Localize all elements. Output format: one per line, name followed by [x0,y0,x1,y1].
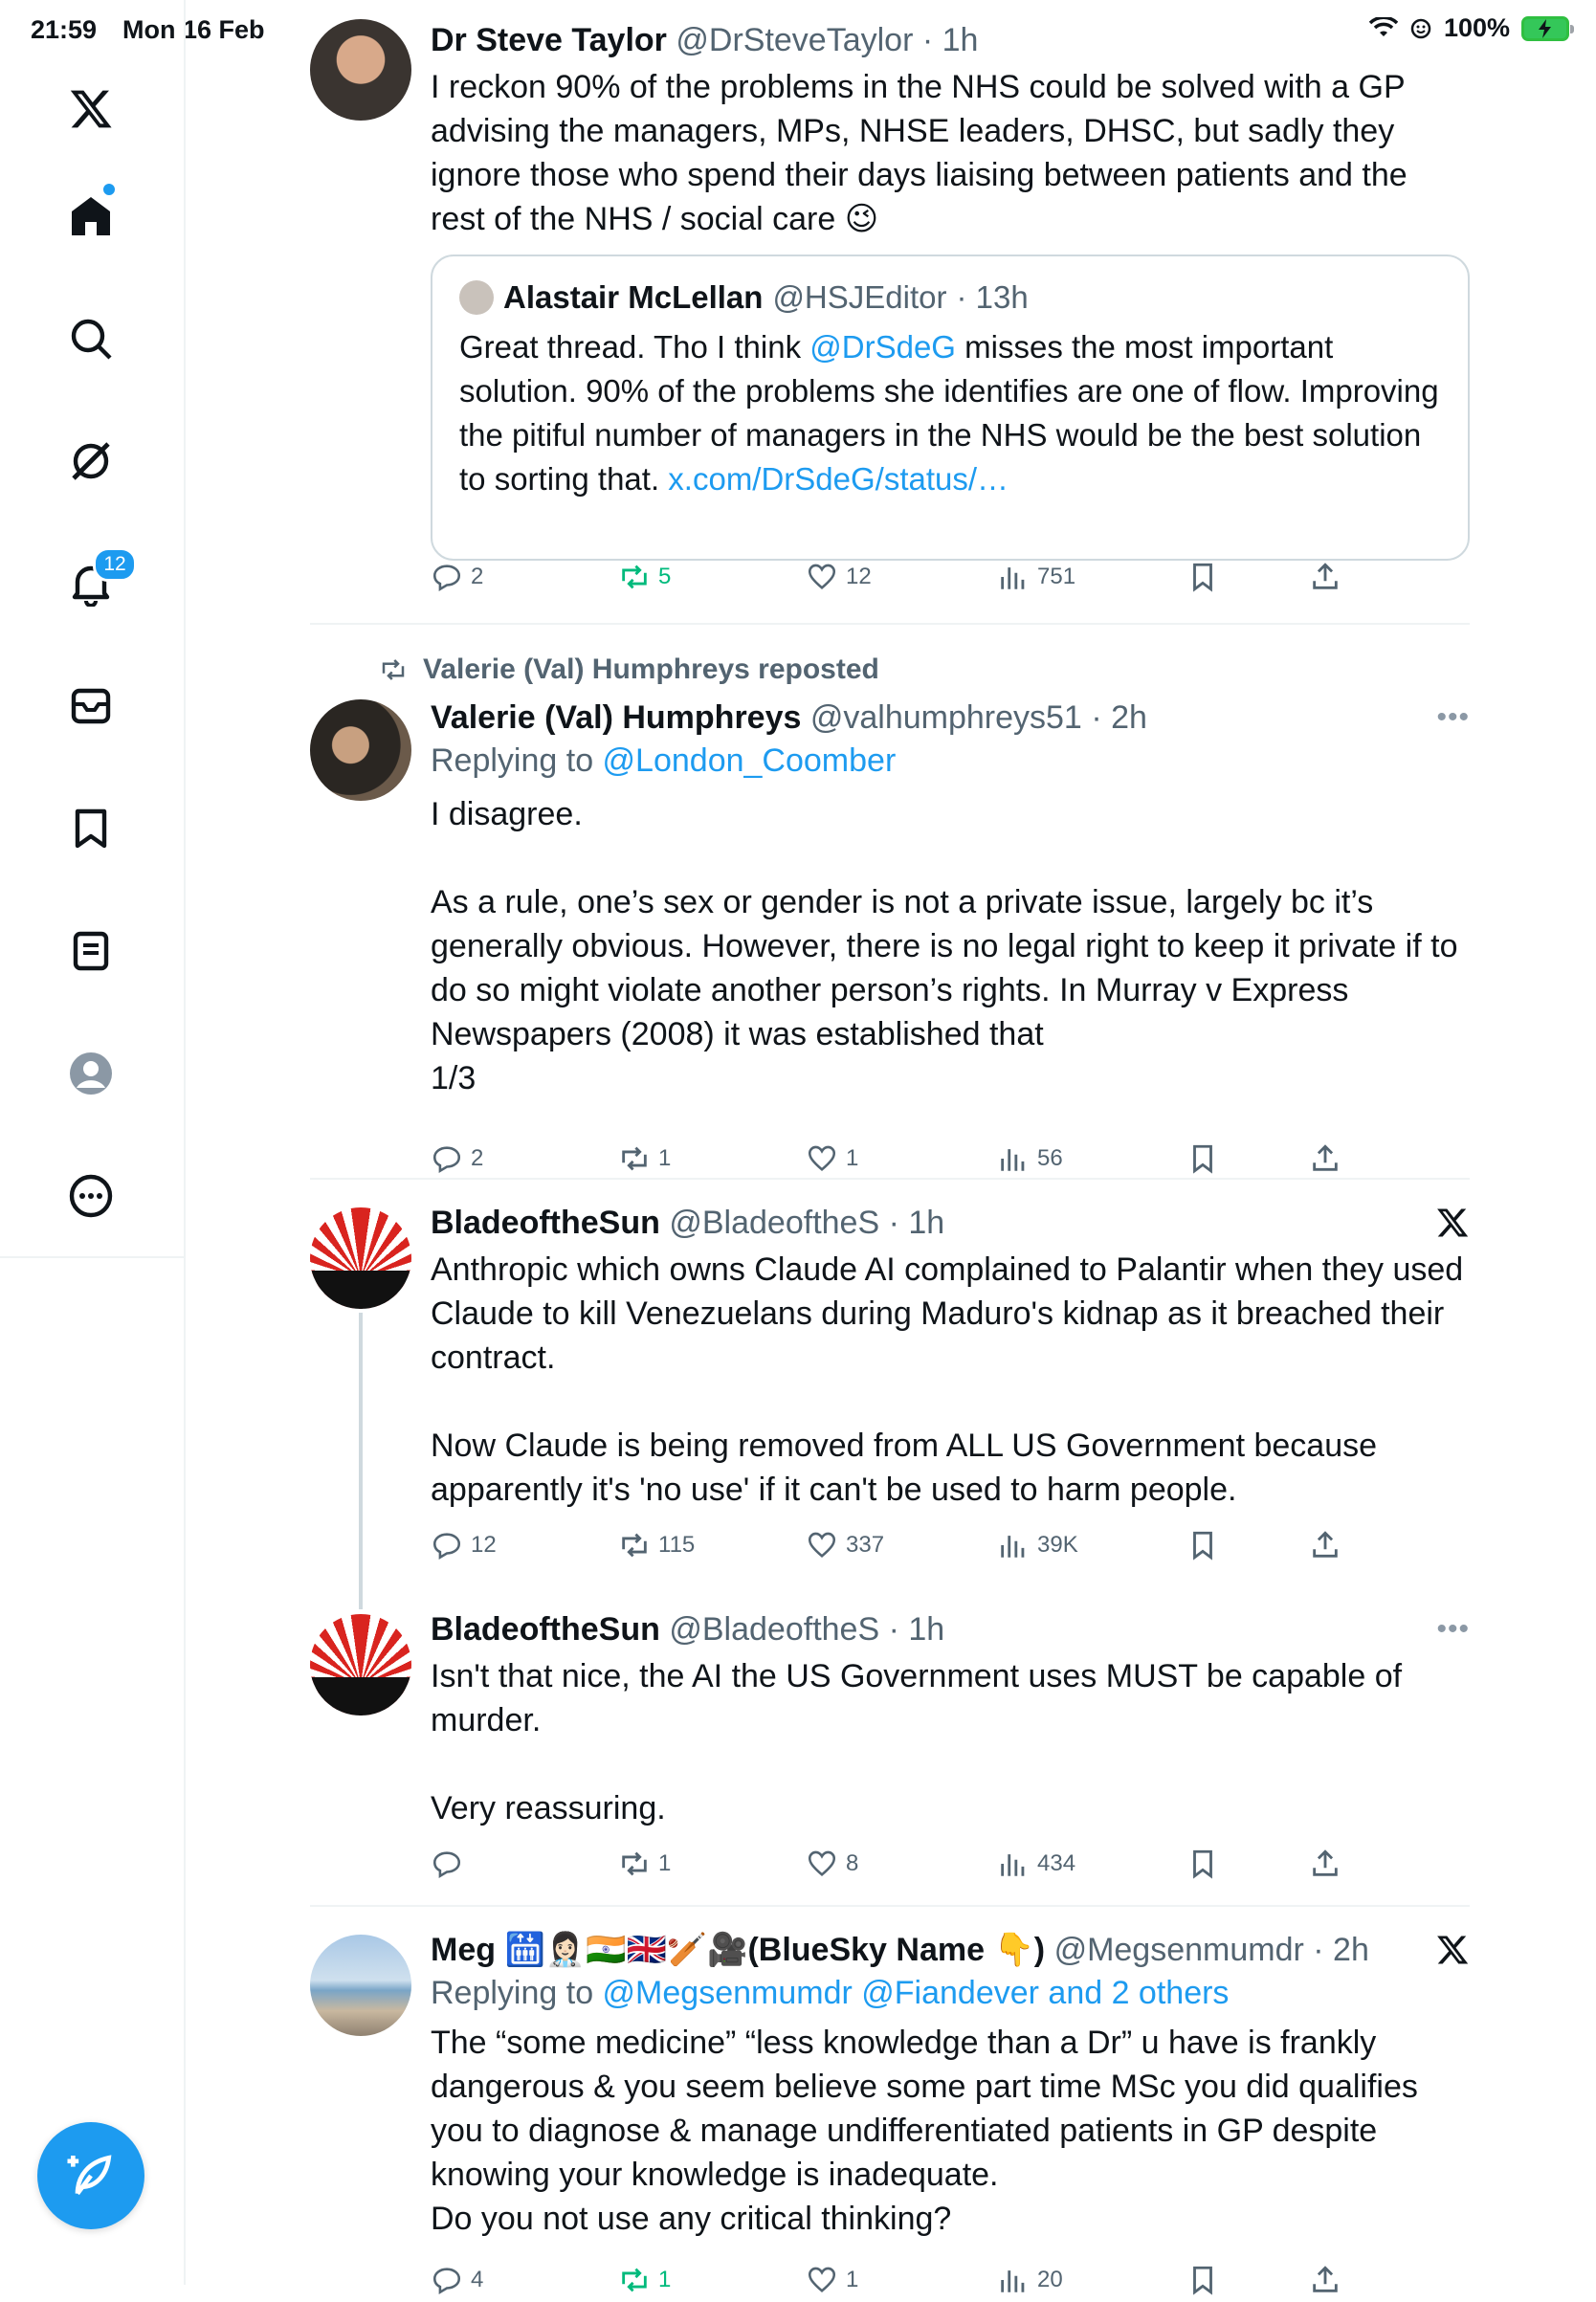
quoted-text-part: misses the most important solution. 90% of the problems she identifies are one of flow. Improving the pitiful number of managers in the NHS would be the best solution to sorting that. [459,329,1448,497]
repost-button[interactable] [618,2264,671,2296]
post-header [431,1608,1470,1650]
quoted-author-name: Alastair McLellan [503,279,764,315]
post-header [431,1202,1470,1244]
battery-percent: 100% [1443,13,1510,42]
notifications-icon[interactable] [53,545,129,622]
replying-label: Replying to [431,1975,603,2011]
views-button[interactable] [997,2264,1063,2296]
home-icon[interactable] [53,178,129,255]
repost-icon [618,1142,651,1175]
share-icon [1309,561,1341,593]
views-count: 751 [1037,564,1076,589]
messages-icon[interactable] [53,668,129,744]
views-icon [997,1142,1030,1175]
views-icon [997,2264,1030,2296]
post-text: Anthropic which owns Claude AI complained to Palantir when they used Claude to kill Venezuelans during Maduro's kidnap as it breached their contract. Now Claude is being removed from ALL US Government because apparently it's 'no use' if it can't be used to harm people. [431,1251,1464,1508]
reply-icon [431,1142,463,1175]
post-divider [310,1905,1470,1907]
heart-icon [806,561,838,593]
replying-label: Replying to [431,742,603,779]
avatar[interactable] [310,699,411,801]
views-button[interactable] [997,1848,1075,1880]
reply-button[interactable] [431,1529,497,1561]
post-divider [310,623,1470,625]
like-count: 1 [846,1145,859,1171]
share-button[interactable] [1309,1848,1341,1880]
reply-count: 4 [471,2267,484,2292]
bookmarks-icon[interactable] [53,790,129,867]
reply-icon [431,1529,463,1561]
views-button[interactable] [997,1529,1078,1561]
quoted-author-handle: @HSJEditor [772,279,947,315]
like-count: 8 [846,1850,859,1876]
heart-icon [806,2264,838,2296]
repost-icon [618,1529,651,1561]
like-button[interactable] [806,561,872,593]
bookmark-icon [1186,1848,1219,1880]
x-brand-icon [1435,1206,1470,1240]
repost-icon [618,1848,651,1880]
views-icon [997,561,1030,593]
post-more-icon[interactable]: ••• [1436,701,1470,733]
author-handle[interactable]: @DrSteveTaylor [676,22,914,58]
compose-button[interactable] [37,2122,144,2229]
repost-button[interactable] [618,561,671,593]
reply-button[interactable] [431,1142,483,1175]
profile-icon[interactable] [53,1035,129,1112]
replying-to-link[interactable]: @Megsenmumdr @Fiandever and 2 others [602,1975,1230,2011]
reply-button[interactable] [431,1848,471,1880]
bookmark-button[interactable] [1186,1848,1219,1880]
quoted-text [459,325,1448,501]
bookmark-button[interactable] [1186,1529,1219,1561]
bookmark-button[interactable] [1186,2264,1219,2296]
replying-to [431,1971,1470,2015]
author-name[interactable]: Valerie (Val) Humphreys [431,699,802,736]
views-count: 39K [1037,1532,1078,1558]
share-icon [1309,1529,1341,1561]
sidebar [0,0,186,2285]
lists-icon[interactable] [53,913,129,989]
reply-icon [431,1848,463,1880]
author-name[interactable]: Dr Steve Taylor [431,22,667,58]
thread-line [359,1313,363,1609]
repost-count: 115 [658,1532,696,1558]
avatar[interactable] [310,1614,411,1715]
post-more-icon[interactable]: ••• [1436,1613,1470,1645]
post-header [431,19,1470,61]
author-handle[interactable]: @valhumphreys51 [809,699,1082,736]
author-handle[interactable]: @BladeoftheS [669,1205,880,1241]
author-handle[interactable]: @BladeoftheS [669,1611,880,1648]
x-brand-icon [1435,1933,1470,1967]
post-time[interactable]: · 1h [921,22,979,58]
repost-button[interactable] [618,1142,671,1175]
post-actions [431,1848,1349,1886]
post-actions [431,2264,1349,2302]
quoted-header [459,279,1441,316]
views-icon [997,1848,1030,1880]
author-handle[interactable]: @Megsenmumdr [1053,1932,1304,1968]
reply-count: 12 [471,1532,497,1558]
share-button[interactable] [1309,1529,1341,1561]
notifications-badge: 12 [93,547,137,582]
reply-icon [431,2264,463,2296]
post-header [431,1929,1470,1971]
share-button[interactable] [1309,561,1341,593]
reply-button[interactable] [431,561,483,593]
share-icon [1309,1142,1341,1175]
sidebar-divider [0,1256,184,1258]
post-time[interactable]: · 1h [888,1205,945,1241]
like-button[interactable] [806,1142,858,1175]
replying-to-link[interactable]: @London_Coomber [602,742,897,779]
repost-count: 1 [658,1145,672,1171]
bookmark-button[interactable] [1186,1142,1219,1175]
status-date: Mon 16 Feb [122,15,265,44]
bookmark-icon [1186,561,1219,593]
avatar[interactable] [310,1207,411,1309]
repost-count: 5 [658,564,672,589]
post-actions [431,1529,1349,1567]
quoted-time: · 13h [956,279,1029,315]
views-button[interactable] [997,561,1075,593]
replying-to [431,739,1470,783]
views-icon [997,1529,1030,1561]
post-text: I disagree. As a rule, one’s sex or gender is not a private issue, largely bc it’s generally obvious. However, there is no legal right to keep it private if to do so might violate another person’s rights. In Murray v Express Newspapers (2008) it was established that 1/3 [431,796,1458,1096]
status-link[interactable]: x.com/DrSdeG/status/… [668,461,1009,497]
like-count: 12 [846,564,872,589]
bookmark-icon [1186,2264,1219,2296]
like-count: 337 [846,1532,885,1558]
compose-icon [64,2149,118,2202]
repost-context[interactable] [377,651,879,689]
x-logo-icon[interactable] [53,71,129,147]
post-actions [431,561,1349,599]
repost-button[interactable] [618,1848,671,1880]
search-icon[interactable] [53,300,129,377]
repost-button[interactable] [618,1529,695,1561]
post-text: The “some medicine” “less knowledge than a Dr” u have is frankly dangerous & you seem believe some part time MSc you did qualifies you to diagnose & manage undifferentiated patients in GP despite knowing your knowledge is inadequate. Do you not use any critical thinking? [431,2025,1418,2237]
like-count: 1 [846,2267,859,2292]
views-count: 434 [1037,1850,1076,1876]
views-count: 20 [1037,2267,1063,2292]
post-divider [310,1178,1470,1180]
author-name[interactable]: BladeoftheSun [431,1611,660,1648]
post-header [431,697,1470,739]
share-icon [1309,2264,1341,2296]
bookmark-icon [1186,1529,1219,1561]
like-button[interactable] [806,1848,858,1880]
post-time[interactable]: · 2h [1091,699,1147,736]
reply-button[interactable] [431,2264,483,2296]
quoted-post[interactable] [431,255,1470,561]
views-button[interactable] [997,1142,1063,1175]
share-button[interactable] [1309,2264,1341,2296]
share-button[interactable] [1309,1142,1341,1175]
bookmark-icon [1186,1142,1219,1175]
grok-icon[interactable] [53,423,129,499]
repost-count: 1 [658,2267,672,2292]
post-actions [431,1142,1349,1181]
avatar[interactable] [310,1935,411,2036]
like-button[interactable] [806,1529,884,1561]
heart-icon [806,1529,838,1561]
reply-count: 2 [471,1145,484,1171]
share-icon [1309,1848,1341,1880]
avatar[interactable] [310,19,411,121]
views-count: 56 [1037,1145,1063,1171]
post-time[interactable]: · 2h [1313,1932,1369,1968]
reply-count: 2 [471,564,484,589]
reply-icon [431,561,463,593]
post-text: I reckon 90% of the problems in the NHS could be solved with a GP advising the managers, MPs, NHSE leaders, DHSC, but sadly they ignore those who spend their days liaising between patients and the rest of the NHS / social care 😉 [431,69,1417,237]
like-button[interactable] [806,2264,858,2296]
mention-link[interactable]: @DrSdeG [809,329,956,365]
heart-icon [806,1142,838,1175]
home-notification-dot [101,182,117,197]
post-text: Isn't that nice, the AI the US Government uses MUST be capable of murder. Very reassuring. [431,1658,1403,1826]
bookmark-button[interactable] [1186,561,1219,593]
quoted-avatar [459,280,494,315]
status-time: 21:59 [31,15,98,44]
repost-count: 1 [658,1850,672,1876]
repost-icon [618,561,651,593]
post-time[interactable]: · 1h [888,1611,945,1648]
heart-icon [806,1848,838,1880]
repost-icon [618,2264,651,2296]
reposted-by: Valerie (Val) Humphreys reposted [423,653,879,685]
author-name[interactable]: Meg 🛗👩🏻‍⚕️🇮🇳🇬🇧🏏🎥(BlueSky Name 👇) [431,1932,1046,1968]
battery-icon [1521,16,1569,41]
quoted-text-part: Great thread. Tho I think [459,329,810,365]
more-options-icon[interactable] [53,1158,129,1234]
author-name[interactable]: BladeoftheSun [431,1205,660,1241]
repost-icon [377,655,410,684]
